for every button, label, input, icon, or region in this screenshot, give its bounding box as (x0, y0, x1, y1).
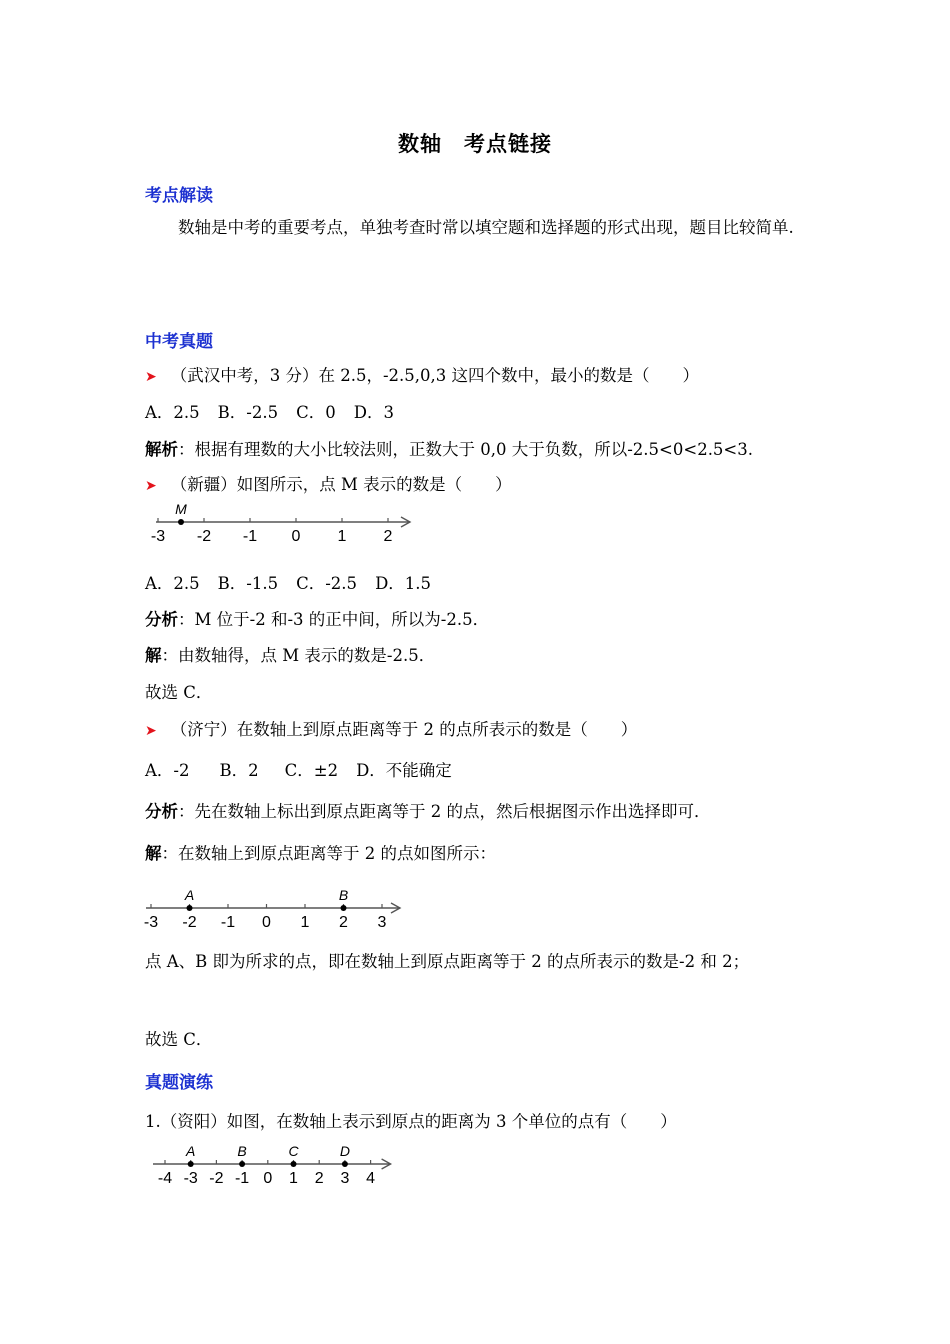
point-marker (188, 1161, 194, 1167)
tick-label: 0 (262, 914, 271, 931)
section-heading-zhongkao: 中考真题 (145, 332, 213, 352)
tick-label: 1 (300, 914, 310, 931)
analysis-text: ：M 位于-2 和-3 的正中间，所以为-2.5． (178, 610, 490, 629)
tick-label: -2 (182, 914, 197, 931)
number-line-figure-3 (145, 1138, 395, 1190)
point-label: M (175, 501, 187, 517)
number-line-figure-1 (140, 500, 420, 550)
analysis-label: 分析 (145, 802, 178, 821)
point-marker (239, 1161, 245, 1167)
point-label: A (184, 887, 195, 903)
tick-label: 0 (291, 528, 301, 545)
option-b: B．-2.5 (217, 403, 279, 422)
tick-label: 2 (339, 914, 348, 931)
question-2-answer: 故选 C． (145, 683, 213, 702)
section-heading-kaodian: 考点解读 (145, 186, 213, 206)
tick-label: 3 (340, 1170, 350, 1187)
solution-label: 解 (145, 646, 162, 665)
tick-label: -1 (242, 528, 258, 545)
arrow-bullet-icon: ➤ (145, 369, 157, 385)
analysis-text: ：根据有理数的大小比较法则，正数大于 0,0 大于负数，所以-2.5<0<2.5<3. (178, 440, 754, 459)
analysis-text: ：先在数轴上标出到原点距离等于 2 的点，然后根据图示作出选择即可． (178, 802, 711, 821)
tick-label: -2 (196, 528, 212, 545)
point-marker (342, 1161, 348, 1167)
arrow-bullet-icon: ➤ (145, 723, 157, 739)
analysis-label: 解析 (145, 440, 178, 459)
section-heading-zhenti: 真题演练 (145, 1073, 213, 1093)
option-c: C．-2.5 (296, 574, 358, 593)
question-2-analysis (145, 606, 489, 630)
question-1-options (145, 399, 412, 423)
tick-label: -1 (234, 1170, 250, 1187)
question-2-options (145, 570, 449, 594)
tick-label: 1 (289, 1170, 298, 1187)
question-3-solution (145, 840, 496, 864)
question-3-text: （济宁）在数轴上到原点距离等于 2 的点所表示的数是（ ） (170, 720, 638, 739)
question-3-analysis (145, 798, 711, 822)
tick-label: -3 (150, 528, 166, 545)
arrow-bullet-icon: ➤ (145, 478, 157, 494)
question-3 (145, 716, 637, 740)
tick-label: -3 (183, 1170, 198, 1187)
point-marker (178, 519, 184, 525)
point-label: B (338, 887, 349, 903)
solution-text: ：由数轴得，点 M 表示的数是-2.5． (161, 646, 436, 665)
question-2 (145, 471, 512, 495)
option-c: C．±2 (284, 761, 339, 780)
solution-label: 解 (145, 844, 162, 863)
tick-label: 4 (366, 1170, 376, 1187)
tick-label: -2 (209, 1170, 224, 1187)
analysis-label: 分析 (145, 610, 178, 629)
practice-question-1: 1.（资阳）如图，在数轴上表示到原点的距离为 3 个单位的点有（ ） (145, 1112, 677, 1131)
question-2-text: （新疆）如图所示，点 M 表示的数是（ ） (170, 475, 512, 494)
option-a: A．2.5 (145, 403, 200, 422)
point-label: C (288, 1143, 299, 1159)
solution-text: ：在数轴上到原点距离等于 2 的点如图所示： (161, 844, 496, 863)
option-b: B．-1.5 (217, 574, 279, 593)
question-3-answer: 故选 C． (145, 1030, 213, 1049)
option-a: A．-2 (145, 761, 190, 780)
option-b: B．2 (219, 761, 259, 780)
option-c: C．0 (296, 403, 336, 422)
option-d: D．3 (353, 403, 394, 422)
option-d: D．不能确定 (356, 761, 452, 780)
question-1-text: （武汉中考，3 分）在 2.5，-2.5,0,3 这四个数中，最小的数是（ ） (170, 366, 700, 385)
tick-label: -4 (157, 1170, 173, 1187)
question-2-solution (145, 642, 435, 666)
tick-label: 3 (377, 914, 387, 931)
tick-label: 2 (383, 528, 393, 545)
point-label: B (237, 1143, 247, 1159)
tick-label: -3 (143, 914, 159, 931)
option-d: D．1.5 (375, 574, 432, 593)
question-1 (145, 362, 699, 386)
tick-label: 1 (337, 528, 347, 545)
number-line-figure-2 (138, 882, 408, 934)
tick-label: 0 (263, 1170, 273, 1187)
section-intro-paragraph: 数轴是中考的重要考点，单独考查时常以填空题和选择题的形式出现，题目比较简单. (178, 218, 794, 237)
option-a: A．2.5 (145, 574, 200, 593)
tick-label: -1 (220, 914, 236, 931)
page-title: 数轴 考点链接 (398, 132, 552, 156)
question-3-conclusion: 点 A、B 即为所求的点，即在数轴上到原点距离等于 2 的点所表示的数是-2 和 2； (145, 952, 750, 971)
point-marker (341, 905, 347, 911)
point-label: A (186, 1143, 196, 1159)
point-marker (291, 1161, 297, 1167)
tick-label: 2 (314, 1170, 324, 1187)
point-label: D (339, 1143, 350, 1159)
point-marker (187, 905, 193, 911)
question-3-options (145, 757, 470, 781)
question-1-analysis (145, 436, 753, 460)
